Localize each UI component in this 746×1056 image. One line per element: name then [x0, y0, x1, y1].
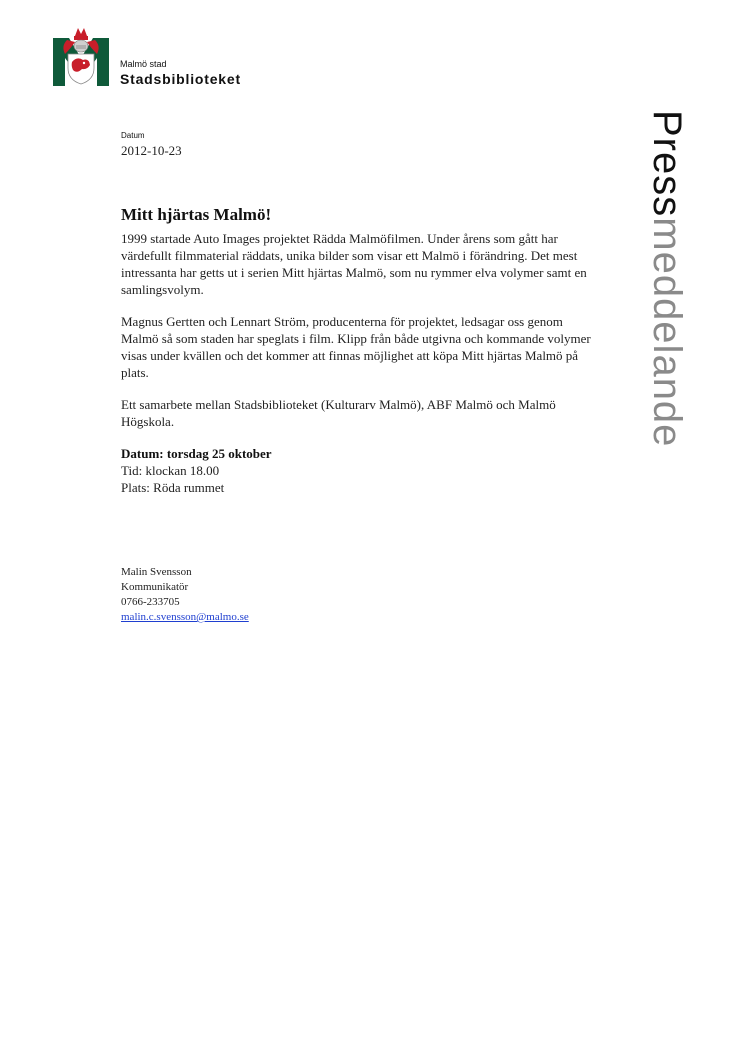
article-paragraph: 1999 startade Auto Images projektet Rädda Malmöfilmen. Under årens som gått har värdefullt filmmaterial räddats, unika bilder som visar ett Malmö i förändring. Det mest intressanta har getts ut i serien Mitt hjärtas Malmö, som nu rymmer elva volymer samt en samlingsvolym. [121, 231, 587, 297]
contact-phone: 0766-233705 [121, 596, 180, 608]
vertical-title-part-meddelande: meddelande [645, 217, 689, 448]
org-name-large: Stadsbiblioteket [120, 71, 241, 87]
contact-email-link[interactable]: malin.c.svensson@malmo.se [121, 611, 249, 623]
event-time: Tid: klockan 18.00 [121, 463, 220, 478]
event-place: Plats: Röda rummet [121, 480, 225, 495]
coat-of-arms-icon [53, 24, 109, 86]
event-details [121, 445, 591, 496]
contact-title: Kommunikatör [121, 581, 189, 593]
contact-block [121, 565, 249, 625]
date-label: Datum [121, 131, 145, 140]
pressmeddelande-vertical-title [647, 110, 687, 447]
date-value: 2012-10-23 [121, 143, 182, 158]
event-date: Datum: torsdag 25 oktober [121, 446, 272, 461]
org-name-small: Malmö stad [120, 59, 167, 69]
vertical-title-part-press: Press [645, 110, 689, 218]
malmo-stad-logo [53, 24, 109, 86]
contact-name: Malin Svensson [121, 566, 192, 578]
article-body [121, 205, 591, 496]
article-paragraph: Ett samarbete mellan Stadsbiblioteket (Kulturarv Malmö), ABF Malmö och Malmö Högskola. [121, 397, 556, 429]
article-paragraph: Magnus Gertten och Lennart Ström, producenterna för projektet, ledsagar oss genom Malmö så som staden har speglats i film. Klipp från både utgivna och kommande volymer visas under kvällen och det kommer att finnas möjlighet att köpa Mitt hjärtas Malmö på plats. [121, 314, 591, 380]
article-headline: Mitt hjärtas Malmö! [121, 205, 272, 224]
